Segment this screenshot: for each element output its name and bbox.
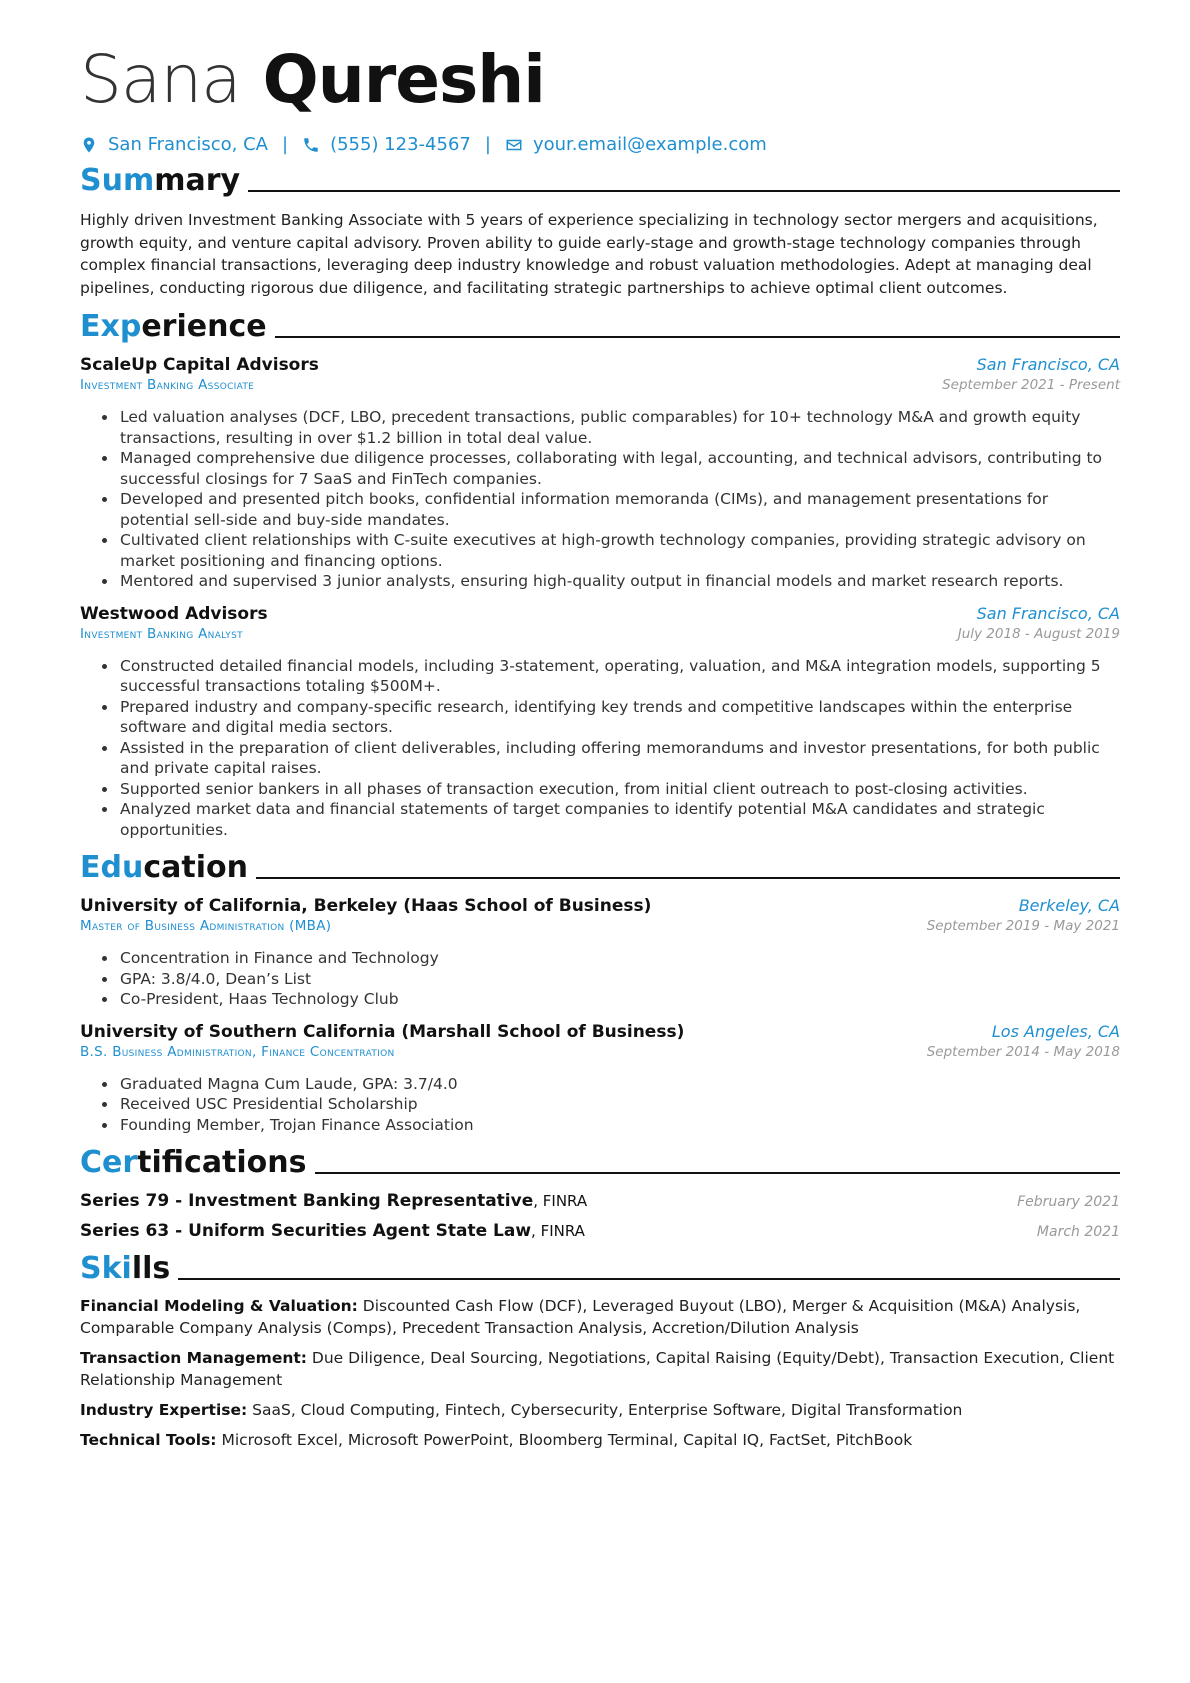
section-heading	[80, 163, 1120, 199]
job-bullets	[80, 656, 1120, 841]
skill-group	[80, 1295, 1120, 1339]
school-location: Los Angeles, CA	[991, 1021, 1120, 1041]
contact-phone[interactable]	[302, 134, 471, 155]
bullet-item: • Received USC Presidential Scholarship	[118, 1094, 1120, 1115]
first-name: Sana	[80, 41, 241, 118]
experience-section	[80, 309, 1120, 840]
section-rule	[315, 1172, 1120, 1174]
bullet-item: • Concentration in Finance and Technology	[118, 948, 1120, 969]
skills-section	[80, 1251, 1120, 1451]
section-heading	[80, 850, 1120, 886]
degree-title: B.S. Business Administration, Finance Concentration	[80, 1043, 395, 1060]
education-entry	[80, 896, 1120, 1010]
degree-title: Master of Business Administration (MBA)	[80, 918, 332, 934]
school-dates: September 2019 - May 2021	[926, 918, 1120, 934]
bullet-item: • Analyzed market data and financial statements of target companies to identify potential M&A candidates and strategic opportunities.	[118, 799, 1120, 840]
skill-label: Financial Modeling & Valuation:	[80, 1297, 358, 1315]
bullet-item: • Founding Member, Trojan Finance Association	[118, 1115, 1120, 1136]
employer-name: ScaleUp Capital Advisors	[80, 355, 319, 375]
certification-item	[80, 1221, 1120, 1241]
job-dates: September 2021 - Present	[942, 377, 1120, 393]
job-dates: July 2018 - August 2019	[957, 625, 1120, 642]
contact-line	[80, 134, 1120, 155]
contact-location	[80, 134, 268, 155]
certification-issuer: , FINRA	[533, 1192, 588, 1210]
bullet-item: • Constructed detailed financial models, including 3-statement, operating, valuation, and M&A integration models, supporting 5 successful transactions totaling $500M+.	[118, 656, 1120, 697]
employer-name: Westwood Advisors	[80, 603, 268, 624]
job-location: San Francisco, CA	[976, 355, 1120, 374]
section-rule	[275, 336, 1120, 338]
section-rule	[256, 877, 1120, 879]
bullet-item: • Developed and presented pitch books, confidential information memoranda (CIMs), and management presentations for potential sell-side and buy-side mandates.	[118, 489, 1120, 530]
bullet-item: • Assisted in the preparation of client deliverables, including offering memorandums and investor presentations, for both public and private capital raises.	[118, 738, 1120, 779]
section-heading	[80, 309, 1120, 345]
school-dates: September 2014 - May 2018	[926, 1043, 1120, 1060]
summary-text: Highly driven Investment Banking Associate with 5 years of experience specializing in technology sector mergers and acquisitions, growth equity, and venture capital advisory. Proven ability to guide early-stage and growth-stage technology companies through complex financial transactions, leveraging deep industry knowledge and robust valuation methodologies. Adept at managing deal pipelines, conducting rigorous due diligence, and facilitating strategic partnerships to achieve optimal client outcomes.	[80, 211, 1098, 297]
summary-section	[80, 163, 1120, 299]
resume-page	[80, 40, 1120, 1451]
skill-values: Microsoft Excel, Microsoft PowerPoint, Bloomberg Terminal, Capital IQ, FactSet, PitchBook	[216, 1431, 913, 1449]
candidate-name	[80, 40, 1120, 120]
skill-label: Technical Tools:	[80, 1431, 217, 1449]
skill-group	[80, 1347, 1120, 1391]
skill-group	[80, 1429, 1120, 1451]
school-name: University of Southern California (Marshall School of Business)	[80, 1021, 685, 1042]
section-title: Experience	[80, 309, 267, 344]
school-bullets	[80, 948, 1120, 1010]
resume-header	[80, 40, 1120, 155]
section-title: Skills	[80, 1251, 171, 1286]
phone-text: (555) 123-4567	[330, 134, 471, 155]
email-text: your.email@example.com	[532, 134, 767, 155]
section-title: Education	[80, 850, 248, 885]
map-pin-icon	[80, 136, 98, 154]
contact-email[interactable]	[505, 134, 767, 155]
bullet-item: • Supported senior bankers in all phases of transaction execution, from initial client outreach to post-closing activities.	[118, 779, 1120, 800]
education-entry	[80, 1022, 1120, 1136]
job-location: San Francisco, CA	[976, 603, 1120, 623]
bullet-item: • GPA: 3.8/4.0, Dean’s List	[118, 969, 1120, 990]
bullet-item: • Graduated Magna Cum Laude, GPA: 3.7/4.0	[118, 1074, 1120, 1095]
section-title: Summary	[80, 163, 241, 198]
certification-date: March 2021	[1036, 1224, 1120, 1240]
section-title: Certifications	[80, 1145, 307, 1180]
last-name: Qureshi	[262, 41, 545, 118]
certification-name: Series 63 - Uniform Securities Agent State Law	[80, 1221, 532, 1241]
bullet-item: • Managed comprehensive due diligence processes, collaborating with legal, accounting, and technical advisors, contributing to successful closings for 7 SaaS and FinTech companies.	[118, 448, 1120, 489]
skill-label: Transaction Management:	[80, 1349, 307, 1367]
section-heading	[80, 1145, 1120, 1181]
job-bullets	[80, 407, 1120, 592]
school-name: University of California, Berkeley (Haas School of Business)	[80, 896, 652, 916]
skill-values: Due Diligence, Deal Sourcing, Negotiations, Capital Raising (Equity/Debt), Transaction Execution, Client Relationship Management	[80, 1349, 1115, 1389]
skill-values: Discounted Cash Flow (DCF), Leveraged Buyout (LBO), Merger & Acquisition (M&A) Analysis, Comparable Company Analysis (Comps), Precedent Transaction Analysis, Accretion/Dilution Analysis	[80, 1297, 1081, 1337]
school-location: Berkeley, CA	[1018, 896, 1120, 915]
skill-values: SaaS, Cloud Computing, Fintech, Cybersecurity, Enterprise Software, Digital Transformation	[247, 1401, 963, 1419]
bullet-item: • Co-President, Haas Technology Club	[118, 989, 1120, 1010]
school-bullets	[80, 1074, 1120, 1136]
certification-item	[80, 1191, 1120, 1211]
certification-name: Series 79 - Investment Banking Representative	[80, 1191, 534, 1211]
bullet-item: • Cultivated client relationships with C-suite executives at high-growth technology companies, providing strategic advisory on market positioning and financing options.	[118, 530, 1120, 571]
envelope-icon	[505, 136, 523, 154]
certifications-section	[80, 1145, 1120, 1241]
education-section	[80, 850, 1120, 1135]
certification-date: February 2021	[1017, 1194, 1120, 1210]
job-entry	[80, 355, 1120, 592]
job-title: Investment Banking Associate	[80, 377, 255, 393]
job-entry	[80, 604, 1120, 841]
contact-separator: |	[281, 134, 289, 155]
skill-group	[80, 1399, 1120, 1421]
section-rule	[178, 1278, 1120, 1280]
job-title: Investment Banking Analyst	[80, 625, 243, 642]
skill-label: Industry Expertise:	[80, 1401, 248, 1419]
bullet-item: • Mentored and supervised 3 junior analysts, ensuring high-quality output in financial models and market research reports.	[118, 571, 1120, 592]
bullet-item: • Led valuation analyses (DCF, LBO, precedent transactions, public comparables) for 10+ technology M&A and growth equity transactions, resulting in over $1.2 billion in total deal value.	[118, 407, 1120, 448]
phone-icon	[302, 136, 320, 154]
certification-issuer: , FINRA	[531, 1222, 585, 1240]
section-rule	[248, 190, 1120, 192]
location-text: San Francisco, CA	[108, 134, 268, 155]
bullet-item: • Prepared industry and company-specific research, identifying key trends and competitive landscapes within the enterprise software and digital media sectors.	[118, 697, 1120, 738]
section-heading	[80, 1251, 1120, 1287]
contact-separator: |	[484, 134, 491, 155]
